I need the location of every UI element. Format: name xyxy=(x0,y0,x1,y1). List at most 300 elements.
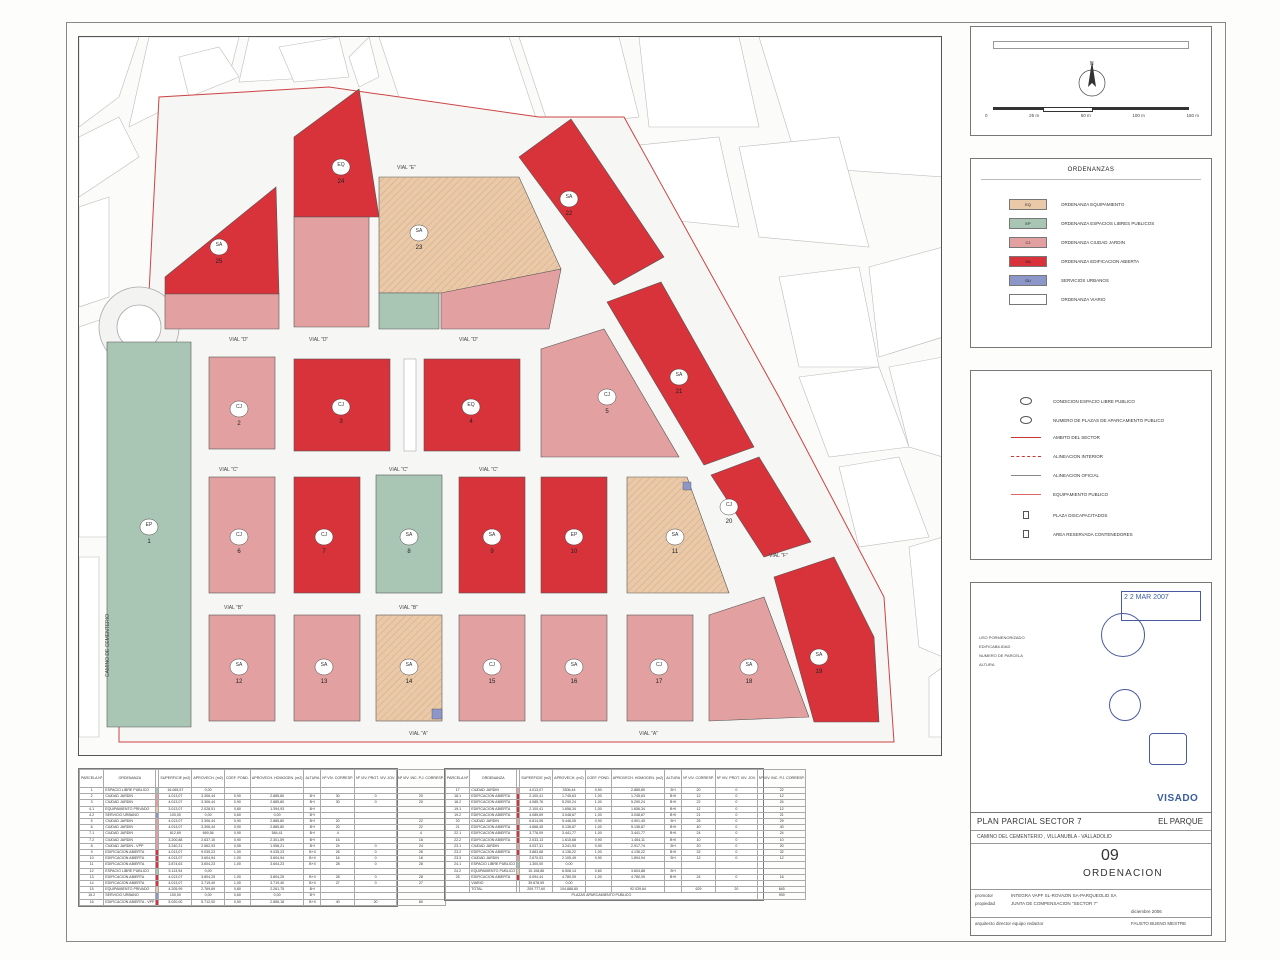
street-label-b: VIAL "B" xyxy=(399,605,418,611)
table-cell: ESPACIO LIBRE PUBLICO xyxy=(471,862,516,867)
table-cell: 4.901,45 xyxy=(611,819,665,825)
table-cell: 0 xyxy=(715,800,757,806)
table-cell: 3.604,23 xyxy=(250,862,304,868)
legend-label: SERVICIOS URBANOS xyxy=(1061,278,1109,283)
parcel-number: 22 xyxy=(565,211,573,217)
table-cell: B+I xyxy=(665,856,682,862)
table-header: Nº VIV. PROT. VIV. JOV. xyxy=(715,770,757,788)
table-cell: B+II xyxy=(665,806,682,812)
legend-swatch: CJ xyxy=(1009,237,1047,248)
table-cell: 1.745,63 xyxy=(553,794,586,800)
table-cell: 9.035,23 xyxy=(250,850,304,856)
parcel-code: SA xyxy=(815,652,823,658)
table-cell: CIUDAD JARDIN - VPP xyxy=(104,843,156,849)
legend-row xyxy=(1009,294,1106,305)
table-header: Nº VIV. INC. P.J. CORRESP. xyxy=(397,770,446,788)
symbol-legend-label: ALINEACION INTERIOR xyxy=(1053,454,1104,459)
table-cell: 0,90 xyxy=(585,843,611,849)
table-cell: 0,90 xyxy=(224,819,250,825)
table-cell: 0,00 xyxy=(250,893,304,899)
date: diciembre 2006 xyxy=(1131,909,1162,914)
table-cell: 24 xyxy=(757,800,806,806)
table-cell: B+II xyxy=(304,862,321,868)
table-cell: 2.261,75 xyxy=(250,887,304,893)
table-cell: CIUDAD JARDIN xyxy=(104,825,156,831)
table-cell: 32 xyxy=(757,850,806,856)
parcel-number: 24 xyxy=(337,179,345,185)
table-cell: 2.105,49 xyxy=(553,856,586,862)
table-cell: 16 xyxy=(397,856,446,862)
table-cell: 22.2 xyxy=(446,837,470,843)
site-plan xyxy=(78,36,942,756)
table-cell: 14 xyxy=(80,881,104,887)
title-block xyxy=(970,812,1212,936)
table-cell: 16 xyxy=(757,874,806,880)
table-cell: EDIFICACION ABIERTA xyxy=(470,806,517,812)
sheet-number: 09 xyxy=(1101,847,1119,864)
table-cell: 22 xyxy=(682,800,716,806)
street-label-e: VIAL "E" xyxy=(397,165,416,171)
scale-bar xyxy=(993,107,1189,110)
table-cell: 22.1 xyxy=(446,831,470,837)
table-cell: EDIFICACION ABIERTA xyxy=(104,862,156,868)
table-cell: CIUDAD JARDIN xyxy=(470,856,517,862)
table-cell: 0 xyxy=(715,794,757,800)
legend-row xyxy=(1009,275,1109,286)
table-header: APROVECH. HOMOGEN. (m2) xyxy=(250,770,304,788)
parcel-number: 2 xyxy=(237,421,241,427)
table-cell: 3.241,93 xyxy=(553,843,586,849)
table-cell: 3306,44 xyxy=(553,788,586,794)
table-cell: 0 xyxy=(715,850,757,856)
table-cell: 20 xyxy=(321,819,355,825)
table-cell: SERVICIO URBANO xyxy=(104,812,156,818)
table-cell: 1,00 xyxy=(585,800,611,806)
table-cell: 3.883,68 xyxy=(520,850,553,856)
table-cell: 1,00 xyxy=(585,874,611,880)
table-cell: 2.885,80 xyxy=(250,825,304,831)
table-cell: 4.013,07 xyxy=(159,825,192,831)
legend-label: ORDENANZA EQUIPAMIENTO xyxy=(1061,202,1125,207)
header-strip xyxy=(993,41,1189,49)
symbol-legend-label: NUMERO DE PLAZAS DE APARCAMIENTO PUBLICO xyxy=(1053,417,1165,423)
table-cell: B+II xyxy=(304,850,321,856)
legend-swatch xyxy=(1009,294,1047,305)
table-cell: CIUDAD JARDIN xyxy=(104,819,156,825)
table-cell: 0 xyxy=(355,856,397,862)
table-cell: 4.013,07 xyxy=(159,819,192,825)
symbol-legend-row xyxy=(1011,397,1135,405)
table-cell: 2.885,80 xyxy=(250,794,304,800)
table-cell: B+I xyxy=(665,843,682,849)
table-cell: 2.769,69 xyxy=(192,887,225,893)
table-header: APROVECH. (m2) xyxy=(553,770,586,788)
table-cell: 4.013,07 xyxy=(159,794,192,800)
table-cell: CIUDAD JARDIN xyxy=(104,837,156,843)
table-cell: 15.2 xyxy=(80,893,104,899)
table-cell: EDIFICACION ABIERTA xyxy=(104,874,156,880)
parcel-su-r2 xyxy=(683,482,691,490)
table-cell: 16 xyxy=(80,899,104,905)
table-cell: 3.013,07 xyxy=(159,806,192,812)
legend-symbol xyxy=(1020,397,1032,405)
table-header: APROVECH. HOMOGEN. (m2) xyxy=(611,770,665,788)
table-cell: 26 xyxy=(397,850,446,856)
symbol-legend-row xyxy=(1011,530,1133,538)
table-cell: 5.446,05 xyxy=(553,819,586,825)
parcel-number: 14 xyxy=(405,679,413,685)
table-cell: 4.085,76 xyxy=(520,800,553,806)
table-cell: 4.085,69 xyxy=(520,812,553,818)
table-header: ORDENANZA xyxy=(470,770,517,788)
legend-label: ORDENANZA ESPACIOS LIBRES PUBLICOS xyxy=(1061,221,1155,226)
table-cell: 0,90 xyxy=(224,794,250,800)
table-cell: EDIFICACION ABIERTA xyxy=(470,831,517,837)
parcel-number: 17 xyxy=(655,679,663,685)
parcel-code: SA xyxy=(405,532,413,538)
parcel-number: 12 xyxy=(235,679,243,685)
symbol-legend-label: ALINEACION OFICIAL xyxy=(1053,473,1100,478)
table-cell: 0,90 xyxy=(224,837,250,843)
legend-label: ORDENANZA VIARIO xyxy=(1061,297,1106,302)
table-cell: 0,00 xyxy=(192,868,225,874)
table-cell: B+I xyxy=(665,788,682,794)
table-cell: 1,00 xyxy=(224,874,250,880)
table-cell: 5.020,00 xyxy=(159,899,192,905)
table-cell: 25 xyxy=(682,819,716,825)
table-cell: B+I xyxy=(665,868,682,874)
table-cell: 16.065,57 xyxy=(159,788,192,794)
table-cell: 6.508,14 xyxy=(553,868,586,874)
table-cell: 0,90 xyxy=(224,800,250,806)
table-cell: 100,00 xyxy=(159,812,192,818)
table-cell: 20 xyxy=(682,788,716,794)
table-cell: B+I xyxy=(304,794,321,800)
parcel-number: 9 xyxy=(490,549,494,555)
table-cell: B+I xyxy=(304,800,321,806)
table-cell: 2.637,10 xyxy=(192,837,225,843)
parcel-code: CJ xyxy=(725,502,733,508)
key-label: USO PORMENORIZADO xyxy=(979,635,1025,640)
right-panel xyxy=(970,26,1212,936)
sheet-name: ORDENACION xyxy=(1083,868,1163,879)
table-cell: 10.108,86 xyxy=(520,868,553,874)
parcel-number: 1 xyxy=(147,539,151,545)
legend-label: ORDENANZA CIUDAD JARDIN xyxy=(1061,240,1126,245)
table-header: Nº VIV. PROT. VIV. JOV. xyxy=(355,770,397,788)
table-cell: 1.894,94 xyxy=(611,856,665,862)
table-cell: 39.678,59 xyxy=(520,881,553,887)
table-cell: 28 xyxy=(397,862,446,868)
date-stamp xyxy=(1121,591,1201,621)
table-cell: CIUDAD JARDIN xyxy=(104,800,156,806)
table-cell: 3.306,44 xyxy=(192,794,225,800)
table-cell: 0,60 xyxy=(224,893,250,899)
table-cell: 3.306,44 xyxy=(192,825,225,831)
symbol-legend-row xyxy=(1011,435,1100,440)
table-cell: 1,00 xyxy=(585,812,611,818)
table-cell: EQUIPAMIENTO PRIVADO xyxy=(104,887,156,893)
table-cell: 24.1 xyxy=(446,862,470,868)
svg-text:N: N xyxy=(1090,61,1094,67)
table-cell: 0 xyxy=(715,812,757,818)
promotor-value: INTEGRA VAPF SL-ROVAZIN SA-PARQUEOLID SA xyxy=(1011,893,1117,898)
table-cell: 2.856,18 xyxy=(250,899,304,905)
table-cell: EDIFICACION ABIERTA xyxy=(470,850,517,856)
table-cell: 0 xyxy=(715,788,757,794)
table-cell: 20 xyxy=(321,825,355,831)
table-header: Nº VIV. INC. P.J. CORRESP. xyxy=(757,770,806,788)
table-cell: 21 xyxy=(446,825,470,831)
table-total-row: TOTAL 209.777,60 104.888,80 92.039,64 629 20 645 xyxy=(446,887,806,893)
table-header: COEF. POND. xyxy=(224,770,250,788)
table-cell: 22 xyxy=(757,788,806,794)
table-cell: CIUDAD JARDIN xyxy=(470,788,517,794)
table-cell: B+II xyxy=(665,800,682,806)
table-cell: 80 xyxy=(397,899,446,905)
table-cell: 3.719,40 xyxy=(250,881,304,887)
key-label: NUMERO DE PARCELA xyxy=(979,653,1023,658)
table-cell: 0 xyxy=(355,862,397,868)
symbol-legend-row xyxy=(1011,454,1103,459)
parcel-code: CJ xyxy=(488,662,496,668)
table-cell: 9.035,23 xyxy=(192,850,225,856)
parcel-code: SA xyxy=(671,532,679,538)
scale-tick: 0 xyxy=(985,113,988,118)
table-cell: EDIFICACION ABIERTA xyxy=(104,856,156,862)
table-cell: 27 xyxy=(397,881,446,887)
table-cell: 23.3 xyxy=(446,856,470,862)
table-cell: 12 xyxy=(757,794,806,800)
table-cell: 1 xyxy=(80,788,104,794)
table-cell: 4.1 xyxy=(80,806,104,812)
table-cell: 28 xyxy=(321,874,355,880)
symbols-legend xyxy=(970,370,1212,560)
legend-symbol xyxy=(1023,530,1029,538)
table-cell: 10 xyxy=(757,837,806,843)
table-cell: 30 xyxy=(321,800,355,806)
legend-symbol xyxy=(1011,494,1041,495)
propiedad-value: JUNTA DE COMPENSACION "SECTOR 7" xyxy=(1011,901,1098,906)
table-cell: 1,00 xyxy=(585,825,611,831)
table-cell: 2.100,41 xyxy=(520,794,553,800)
table-cell: B+I xyxy=(304,812,321,818)
parcel-code: SA xyxy=(320,662,328,668)
table-cell: 3.776,09 xyxy=(520,831,553,837)
parcel-code: SA xyxy=(235,662,243,668)
table-cell: 12 xyxy=(757,806,806,812)
table-cell: 0,00 xyxy=(192,893,225,899)
street-label-f: VIAL "F" xyxy=(769,553,788,559)
table-cell: EDIFICACION ABIERTA xyxy=(104,850,156,856)
table-cell: 4.037,31 xyxy=(520,843,553,849)
table-cell: 0 xyxy=(715,831,757,837)
table-cell: 12 xyxy=(682,856,716,862)
street-label-camino: CAMINO DE CEMENTERIO xyxy=(105,613,111,677)
parcel-code: CJ xyxy=(235,404,243,410)
table-cell: 29 xyxy=(757,819,806,825)
parcel-number: 3 xyxy=(339,419,343,425)
table-cell: 21 xyxy=(682,812,716,818)
table-cell: 4 xyxy=(321,831,355,837)
table-cell: 1,00 xyxy=(585,794,611,800)
table-cell: 22 xyxy=(397,819,446,825)
table-cell: B+I xyxy=(304,837,321,843)
table-cell: 19.2 xyxy=(446,812,470,818)
table-cell: 3.200,88 xyxy=(159,837,192,843)
table-cell: 5.113,94 xyxy=(159,868,192,874)
table-cell: 2.100,41 xyxy=(520,806,553,812)
table-cell: 2.033,13 xyxy=(520,837,553,843)
table-cell: 5.136,87 xyxy=(553,825,586,831)
table-cell: 4.013,07 xyxy=(159,881,192,887)
table-cell: 2.028,51 xyxy=(192,806,225,812)
table-cell: 40 xyxy=(757,825,806,831)
table-cell: B+II xyxy=(665,837,682,843)
table-cell: 1.656,34 xyxy=(553,806,586,812)
table-parking-row: PLAZAS APARCAMIENTO PUBLICO 939 xyxy=(446,893,806,899)
table-cell: 0,00 xyxy=(250,812,304,818)
table-cell: 0 xyxy=(715,874,757,880)
parcel-code: SA xyxy=(488,532,496,538)
table-header: SUPERFICIE (m2) xyxy=(159,770,192,788)
parcel-number: 21 xyxy=(675,389,683,395)
table-cell: EQUIPAMIENTO PUBLICO xyxy=(471,868,516,873)
symbol-legend-row xyxy=(1011,511,1107,519)
parcel-number: 25 xyxy=(215,259,223,265)
scale-tick: 50 m xyxy=(1080,113,1091,118)
table-cell: B+II xyxy=(304,881,321,887)
arquitecto-value: FAUSTO BUENO MESTRE xyxy=(1131,921,1187,926)
table-cell: 3.441,77 xyxy=(553,831,586,837)
table-cell: 1,00 xyxy=(585,850,611,856)
stamps-area xyxy=(970,582,1212,822)
table-cell: 4.668,45 xyxy=(520,825,553,831)
table-header: ORDENANZA xyxy=(104,770,156,788)
plan-title: PLAN PARCIAL SECTOR 7 xyxy=(977,817,1082,826)
parcel-code: CJ xyxy=(320,532,328,538)
table-cell: 3.719,40 xyxy=(192,881,225,887)
table-cell: 6 xyxy=(80,825,104,831)
parcel-code: CJ xyxy=(603,392,611,398)
table-cell: 28 xyxy=(397,874,446,880)
parcel-number: 16 xyxy=(570,679,578,685)
scale-tick: 150 m xyxy=(1186,113,1199,118)
stamp-rect xyxy=(1149,733,1187,765)
legend-symbol xyxy=(1011,437,1041,438)
table-cell: 3.804,25 xyxy=(192,874,225,880)
parcel-number: 4 xyxy=(469,419,473,425)
table-cell: 0 xyxy=(355,843,397,849)
table-header: PARCELA Nº xyxy=(80,770,104,788)
street-label-d: VIAL "D" xyxy=(229,337,249,343)
parcel-code: EQ xyxy=(337,162,345,168)
table-cell: 6.814,06 xyxy=(520,819,553,825)
table-cell: 3.048,67 xyxy=(553,812,586,818)
parcel-table-right xyxy=(444,768,805,901)
table-cell: 6.094,44 xyxy=(520,874,553,880)
legend-swatch: EP xyxy=(1009,218,1047,229)
parcel-code: SA xyxy=(415,228,423,234)
table-cell: 4.136,22 xyxy=(553,850,586,856)
table-cell: 24 xyxy=(757,831,806,837)
table-row xyxy=(80,899,446,905)
table-cell: 1,00 xyxy=(224,881,250,887)
table-cell: 26 xyxy=(321,850,355,856)
table-cell: 3.306,44 xyxy=(192,819,225,825)
parcel-number: 8 xyxy=(407,549,411,555)
table-cell: B+I xyxy=(304,825,321,831)
table-cell: EDIFICACION ABIERTA - VPP xyxy=(105,899,155,904)
table-cell: 3 xyxy=(80,800,104,806)
parcel-code: EQ xyxy=(467,402,475,408)
parcel-code: SA xyxy=(570,662,578,668)
table-cell: 0,90 xyxy=(585,856,611,862)
legend-symbol xyxy=(1020,416,1032,424)
table-cell: EDIFICACION ABIERTA xyxy=(470,837,517,843)
table-cell: EDIFICACION ABIERTA xyxy=(470,812,517,818)
table-cell: 25 xyxy=(446,874,470,880)
table-cell: 2.885,80 xyxy=(611,788,665,794)
parcel-code: SA xyxy=(565,194,573,200)
symbol-legend-row xyxy=(1011,492,1108,497)
table-cell: 4.013,07 xyxy=(159,800,192,806)
table-cell: 5.712,00 xyxy=(192,899,225,905)
table-cell: 1,00 xyxy=(585,806,611,812)
table-cell: 3.306,44 xyxy=(192,800,225,806)
street-label-b-2: VIAL "B" xyxy=(224,605,243,611)
table-cell: EDIFICACION ABIERTA xyxy=(470,874,517,880)
table-cell: 20 xyxy=(397,794,446,800)
table-cell: 0,90 xyxy=(224,831,250,837)
table-cell: B+II xyxy=(304,874,321,880)
parcel-number: 18 xyxy=(745,679,753,685)
legend-row xyxy=(1009,199,1124,210)
table-cell: 5.290,24 xyxy=(611,800,665,806)
table-cell: 4.205,99 xyxy=(159,887,192,893)
table-cell: B+II xyxy=(665,831,682,837)
table-cell: 1.394,93 xyxy=(250,806,304,812)
table-cell: 2.885,80 xyxy=(250,819,304,825)
table-cell: 16 xyxy=(397,837,446,843)
north-arrow-icon xyxy=(1075,57,1109,103)
stamp-key xyxy=(979,633,1025,669)
legend-swatch: SU xyxy=(1009,275,1047,286)
table-cell: 0 xyxy=(355,881,397,887)
legend-symbol xyxy=(1011,456,1041,457)
scale-box xyxy=(970,26,1212,136)
table-cell: 22 xyxy=(397,825,446,831)
symbol-legend-label: AREA RESERVADA CONTENEDORES xyxy=(1053,531,1133,537)
table-cell: 1,00 xyxy=(585,831,611,837)
table-cell: 4.013,07 xyxy=(159,874,192,880)
symbol-legend-label: EQUIPAMIENTO PUBLICO xyxy=(1053,492,1109,497)
street-label-a: VIAL "A" xyxy=(639,731,658,737)
parcel-code: EP xyxy=(145,522,153,528)
street-label-a-2: VIAL "A" xyxy=(409,731,428,737)
table-cell: 669,56 xyxy=(192,831,225,837)
table-cell: 0,55 xyxy=(224,843,250,849)
parcel-number: 15 xyxy=(488,679,496,685)
table-cell: 24 xyxy=(682,874,716,880)
symbol-legend-label: CONDICION ESPACIO LIBRE PUBLICO xyxy=(1053,398,1135,404)
table-cell: CIUDAD JARDIN xyxy=(104,831,156,837)
table-cell: B+I xyxy=(304,806,321,812)
table-cell: B+I xyxy=(304,819,321,825)
table-cell: 0,90 xyxy=(224,825,250,831)
table-cell: 1.300,00 xyxy=(520,862,553,868)
table-cell: 4.780,05 xyxy=(553,874,586,880)
